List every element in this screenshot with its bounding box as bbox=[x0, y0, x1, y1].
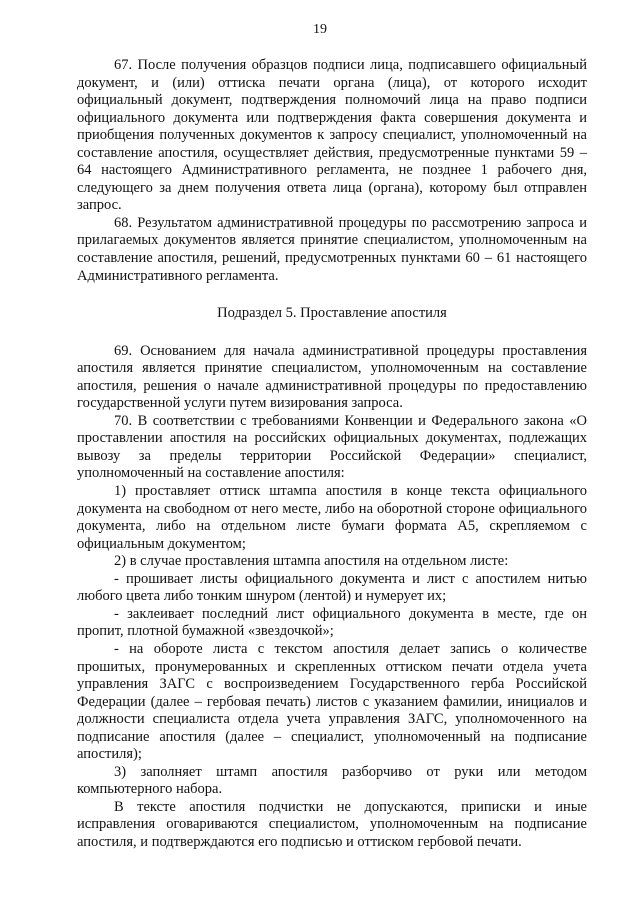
paragraph-67: 67. После получения образцов подписи лица, подписавшего официальный документ, и (или) оттиска печати органа (лица), от которого исходит официальный документ, подтверждения полномочий лица на право подписи официального документа или подтверждения факта совершения документа и приобщения полученных документов к запросу специалист, уполномоченный на составление апостиля, осуществляет действия, предусмотренные пунктами 59 – 64 настоящего Административного регламента, не позднее 1 рабочего дня, следующего за днем получения ответа лица (органа), которому был отправлен запрос. bbox=[77, 57, 587, 214]
page-number: 19 bbox=[313, 22, 327, 37]
paragraph-70: 70. В соответствии с требованиями Конвенции и Федерального закона «О проставлении апостиля на российских официальных документах, подлежащих вывозу за пределы территории Российской Федерации» специалист, уполномоченный на составление апостиля: bbox=[77, 412, 587, 482]
paragraph-68: 68. Результатом административной процедуры по рассмотрению запроса и прилагаемых документов является принятие специалистом, уполномоченным на составление апостиля, решений, предусмотренных пунктами 60 – 61 настоящего Административного регламента. bbox=[77, 214, 587, 284]
spacer bbox=[77, 285, 587, 305]
list-item-1: 1) проставляет оттиск штампа апостиля в конце текста официального документа на свободном от него месте, либо на оборотной стороне официального документа, либо на отдельном листе бумаги формата А5, скрепляемом с официальным документом; bbox=[77, 483, 587, 552]
sub-item-seal: - заклеивает последний лист официального документа в месте, где он пропит, плотной бумажной «звездочкой»; bbox=[77, 605, 587, 640]
spacer bbox=[77, 323, 587, 343]
sub-item-stitch: - прошивает листы официального документа и лист с апостилем нитью любого цвета либо тонким шнуром (лентой) и нумерует их; bbox=[77, 570, 587, 605]
sub-item-record: - на обороте листа с текстом апостиля делает запись о количестве прошитых, пронумерованных и скрепленных оттиском печати отдела учета управления ЗАГС с воспроизведением Государственного герба Российской Федерации (далее – гербовая печать) листов с указанием фамилии, инициалов и должности специалиста отдела учета управления ЗАГС, уполномоченного на подписание апостиля (далее – специалист, уполномоченный на подписание апостиля); bbox=[77, 640, 587, 763]
paragraph-69: 69. Основанием для начала административной процедуры проставления апостиля является принятие специалистом, уполномоченным на составление апостиля, решения о начале административной процедуры по предоставлению государственной услуги путем визирования запроса. bbox=[77, 342, 587, 412]
list-item-2: 2) в случае проставления штампа апостиля на отдельном листе: bbox=[114, 553, 509, 570]
paragraph-corrections: В тексте апостиля подчистки не допускаются, приписки и иные исправления оговариваются специалистом, уполномоченным на подписание апостиля, и подтверждаются его подписью и оттиском гербовой печати. bbox=[77, 798, 587, 850]
list-item-3: 3) заполняет штамп апостиля разборчиво от руки или методом компьютерного набора. bbox=[77, 763, 587, 798]
document-body bbox=[77, 57, 587, 852]
section-heading: Подраздел 5. Проставление апостиля bbox=[217, 305, 447, 322]
